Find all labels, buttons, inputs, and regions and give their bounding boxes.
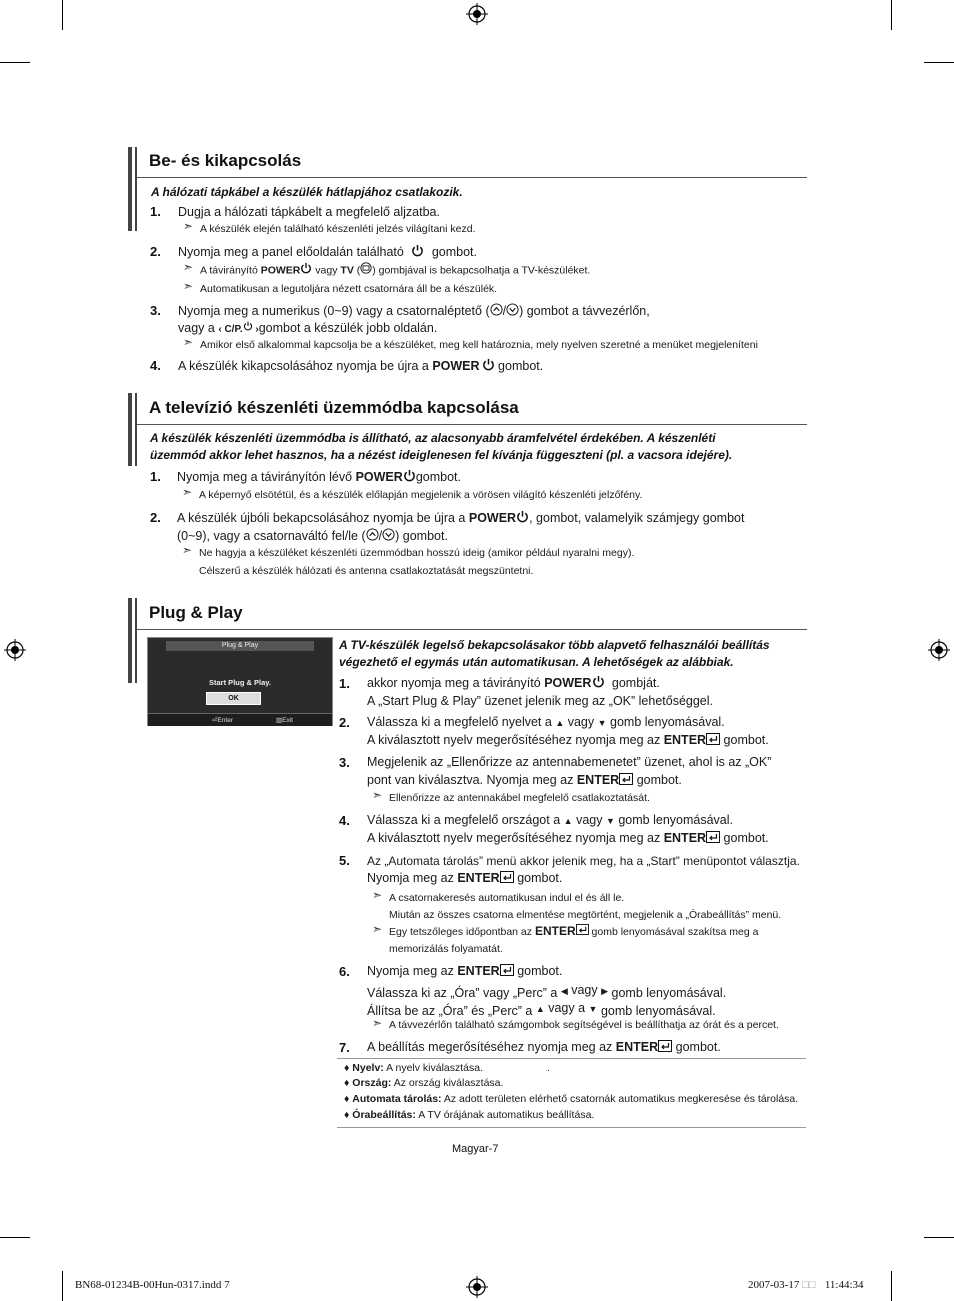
plug-and-play-osd (147, 637, 333, 726)
step-text-part: Válassza ki a megfelelő nyelvet a (367, 715, 552, 729)
note-arrow-icon: ➣ (183, 335, 194, 349)
enter-icon (576, 924, 589, 940)
section-intro: A hálózati tápkábel a készülék hátlapjához csatlakozik. (151, 185, 463, 199)
step-number: 1. (150, 469, 161, 484)
step-number: 5. (339, 853, 350, 868)
cp-label: C/P. (224, 324, 243, 335)
step-text-part: Válassza ki az „Óra” vagy „Perc” a (367, 986, 558, 1000)
crop-mark (0, 62, 30, 63)
step-number: 3. (339, 755, 350, 770)
note-part: gomb lenyomásával szakítsa meg a (591, 926, 759, 938)
enter-icon (706, 830, 720, 848)
step-text-part: gomb lenyomásával. (610, 715, 725, 729)
step-text-part: vagy (571, 983, 598, 997)
power-icon (243, 320, 253, 338)
enter-icon (658, 1039, 672, 1057)
note-text: A csatornakeresés automatikusan indul el és áll le. (389, 892, 625, 904)
section-bar (135, 598, 137, 683)
enter-icon (706, 732, 720, 750)
section-rule (137, 424, 807, 425)
step-number: 3. (150, 303, 161, 318)
down-arrow-icon: ▼ (588, 1004, 598, 1014)
up-arrow-icon: ▲ (563, 816, 573, 826)
note-text: Ellenőrizze az antennakábel megfelelő csatlakoztatását. (389, 792, 650, 804)
note-arrow-icon: ➣ (372, 788, 383, 802)
power-icon (403, 469, 416, 487)
section-bar (128, 393, 132, 466)
crop-mark (924, 1237, 954, 1238)
step-number: 2. (150, 244, 161, 259)
step-text-part: Nyomja meg a panel előoldalán található (178, 245, 404, 259)
power-icon (516, 510, 529, 528)
step-text (367, 771, 682, 790)
slug-file: BN68-01234B-00Hun-0317.indd 7 (75, 1279, 230, 1291)
note-part: Egy tetszőleges időpontban az (389, 926, 533, 938)
tv-key-label: TV (340, 264, 354, 277)
note-arrow-icon: ➣ (372, 922, 383, 936)
note-part: gombjával is bekapcsolhatja a TV-készüléket. (378, 264, 591, 277)
slug-glyph: □□ (802, 1279, 816, 1291)
step-text-part: Nyomja meg az (367, 964, 454, 978)
step-text-part: vagy a (178, 321, 215, 335)
step-text-part: gombot. (517, 871, 563, 885)
osd-prompt: Start Plug & Play. (209, 678, 271, 687)
step-text (367, 962, 562, 981)
step-text-part: Állítsa be az „Óra” és „Perc” a (367, 1004, 533, 1018)
osd-exit-label: Exit (282, 717, 293, 724)
note-text: Miután az összes csatorna elmentése megtörtént, megjelenik a „Órabeállítás” menü. (389, 909, 782, 921)
step-text-part: A beállítás megerősítéséhez nyomja meg az (367, 1040, 613, 1054)
osd-exit-hint: ▥Exit (276, 717, 293, 724)
step-text (178, 243, 477, 262)
info-label: Nyelv: (352, 1062, 384, 1074)
crop-mark (924, 62, 954, 63)
enter-key-label: ENTER (615, 1040, 659, 1054)
step-text (367, 829, 769, 848)
registration-mark-icon (466, 3, 488, 25)
step-text (367, 713, 725, 732)
right-arrow-icon: ▶ (601, 986, 609, 996)
up-arrow-icon: ▲ (555, 718, 565, 728)
note-arrow-icon: ➣ (182, 543, 193, 557)
step-text-part: pont van kiválasztva. Nyomja meg az (367, 773, 574, 787)
enter-icon (500, 963, 514, 981)
power-key-label: POWER (260, 264, 301, 277)
step-text-part: vagy (567, 715, 595, 729)
note-text: A távvezérlőn található számgombok segítségével is beállíthatja az órát és a percet. (389, 1019, 779, 1031)
step-text: Megjelenik az „Ellenőrizze az antennabemenetet” üzenet, ahol is az „OK” (367, 755, 772, 769)
step-text-part: gombját. (611, 676, 660, 690)
enter-key-label: ENTER (534, 924, 576, 938)
step-text (177, 468, 461, 487)
step-text: Az „Automata tárolás” menü akkor jelenik meg, ha a „Start” menüpontot választja. (367, 854, 800, 868)
step-number: 2. (339, 715, 350, 730)
osd-header: Plug & Play (166, 641, 314, 651)
section-title-power: Be- és kikapcsolás (149, 151, 302, 170)
step-text-part: A készülék újbóli bekapcsolásához nyomja be újra a (177, 511, 466, 525)
enter-key-label: ENTER (457, 871, 500, 885)
step-text-part: vagy a (548, 1001, 586, 1015)
step-text-part: vagy (576, 813, 603, 827)
power-icon (482, 358, 495, 376)
power-key-label: POWER (432, 359, 480, 373)
enter-key-label: ENTER (576, 773, 620, 787)
info-tail: . (547, 1062, 550, 1074)
enter-key-label: ENTER (663, 733, 707, 747)
osd-enter-label: Enter (217, 717, 233, 724)
crop-mark (62, 1271, 63, 1301)
power-key-label: POWER (355, 470, 403, 484)
osd-ok-button[interactable]: OK (206, 692, 261, 705)
info-text: Az ország kiválasztása. (393, 1077, 504, 1089)
registration-mark-icon (4, 639, 26, 661)
step-text-part: gomb lenyomásával. (611, 986, 727, 1000)
note-text: A távirányító POWER vagy TV ( ) gombjával is bekapcsolhatja a TV-készüléket. (200, 262, 590, 279)
section-title-standby: A televízió készenléti üzemmódba kapcsolása (149, 398, 519, 417)
step-text (367, 869, 562, 888)
power-icon (300, 262, 312, 279)
slug-time: 11:44:34 (824, 1279, 864, 1291)
step-text-part: ) gombot. (395, 529, 448, 543)
section-intro: A TV-készülék legelső bekapcsolásakor több alapvető felhasználói beállítás (339, 638, 770, 652)
info-label: Automata tárolás: (352, 1093, 442, 1105)
note-text: Ne hagyja a készüléket készenléti üzemmódban hosszú ideig (amikor például nyaralni megy). (199, 547, 635, 559)
down-arrow-icon: ▼ (597, 718, 607, 728)
enter-key-label: ENTER (663, 831, 707, 845)
note-text: memorizálás folyamatát. (389, 943, 503, 955)
step-text-part: Nyomja meg az (367, 871, 454, 885)
tv-icon (360, 262, 372, 279)
step-text-part: Nyomja meg a távirányítón lévő (177, 470, 353, 484)
enter-icon (619, 772, 633, 790)
section-bar (128, 598, 132, 683)
up-arrow-icon: ▲ (535, 1004, 545, 1014)
step-text (367, 811, 733, 830)
crop-mark (891, 0, 892, 30)
section-bar (135, 393, 137, 466)
note-text: Célszerű a készülék hálózati és antenna csatlakoztatását megszüntetni. (199, 565, 534, 577)
section-rule (137, 629, 807, 630)
power-key-label: POWER (544, 676, 592, 690)
step-text-part: gombot. (431, 245, 477, 259)
power-key-label: POWER (468, 511, 517, 525)
step-text (177, 509, 744, 528)
step-number: 6. (339, 964, 350, 979)
step-text: Dugja a hálózati tápkábelt a megfelelő aljzatba. (178, 205, 440, 219)
note-text: A készülék elején található készenléti jelzés világítani kezd. (200, 223, 476, 235)
step-number: 4. (150, 358, 161, 373)
step-text-part: (0~9), vagy a csatornaváltó fel/le ( (177, 529, 366, 543)
step-text-part: gomb lenyomásával. (618, 813, 734, 827)
step-text-part: gomb lenyomásával. (600, 1004, 716, 1018)
step-text-part: akkor nyomja meg a távirányító (367, 676, 541, 690)
note-text: Amikor első alkalommal kapcsolja be a készüléket, meg kell határoznia, mely nyelven szeretné a menüket megjeleníteni (200, 339, 758, 351)
info-item: ♦ Ország: Az ország kiválasztása. (344, 1077, 504, 1089)
section-intro: A készülék készenléti üzemmódba is állítható, az alacsonyabb áramfelvétel érdekében. A készenléti (150, 431, 716, 445)
info-text: Az adott területen elérhető csatornák automatikus megkeresése és tárolása. (443, 1093, 799, 1105)
step-text-part: gombot. (723, 733, 769, 747)
step-text (367, 674, 660, 693)
down-arrow-icon: ▼ (605, 816, 615, 826)
step-number: 4. (339, 813, 350, 828)
info-label: Órabeállítás: (352, 1109, 416, 1121)
step-text-part: gombot. (517, 964, 563, 978)
step-text-part: A kiválasztott nyelv megerősítéséhez nyomja meg az (367, 733, 661, 747)
step-text: A „Start Plug & Play” üzenet jelenik meg az „OK” lehetőséggel. (367, 694, 714, 708)
step-number: 7. (339, 1040, 350, 1055)
step-text-part: , gombot, valamelyik számjegy gombot (529, 511, 745, 525)
step-text (178, 319, 437, 339)
step-number: 1. (339, 676, 350, 691)
note-text: Automatikusan a legutoljára nézett csatornára áll be a készülék. (200, 283, 498, 295)
step-text-part: Válassza ki a megfelelő országot a (367, 813, 561, 827)
info-item: ♦ Automata tárolás: Az adott területen elérhető csatornák automatikus megkeresése és tárolása. (344, 1093, 799, 1105)
channel-down-icon (506, 303, 519, 321)
crop-mark (0, 1237, 30, 1238)
crop-mark (891, 1271, 892, 1301)
step-text (367, 1038, 721, 1057)
info-text: A nyelv kiválasztása. (386, 1062, 484, 1074)
step-text-part: gombot. (498, 359, 544, 373)
step-text (367, 731, 769, 750)
step-text: (0~9), vagy a csatornaváltó fel/le ( / ) gombot. (177, 527, 448, 546)
note-arrow-icon: ➣ (183, 219, 194, 233)
channel-up-icon (366, 528, 379, 546)
crop-mark (62, 0, 63, 30)
step-text-part: gombot. (636, 773, 682, 787)
step-number: 1. (150, 204, 161, 219)
section-title-plugplay: Plug & Play (149, 603, 243, 622)
note-text (389, 923, 758, 940)
note-arrow-icon: ➣ (372, 1016, 383, 1030)
power-icon (592, 675, 605, 693)
section-intro: üzemmód akkor lehet hasznos, ha a nézést ideiglenesen fel kívánja függeszteni (pl. a vacsora idejére). (150, 448, 733, 462)
note-part: A távirányító (200, 264, 258, 277)
step-text-part: gombot. (723, 831, 769, 845)
note-arrow-icon: ➣ (182, 485, 193, 499)
info-label: Ország: (352, 1077, 392, 1089)
osd-enter-hint: ⏎Enter (212, 717, 233, 724)
note-arrow-icon: ➣ (183, 279, 194, 293)
note-part: vagy (315, 264, 338, 277)
section-bar (135, 147, 137, 231)
info-item: ♦ Órabeállítás: A TV órájának automatikus beállítása. (344, 1109, 595, 1121)
info-text: A TV órájának automatikus beállítása. (418, 1109, 595, 1121)
step-text-part: A készülék kikapcsolásához nyomja be újra a (178, 359, 429, 373)
cp-button-label: ‹ C/P. › (218, 324, 258, 335)
channel-up-icon (490, 303, 503, 321)
channel-down-icon (382, 528, 395, 546)
slug-datetime (748, 1279, 864, 1291)
left-arrow-icon: ◀ (560, 986, 568, 996)
step-text: Nyomja meg a numerikus (0~9) vagy a csatornaléptető ( / ) gombot a távvezérlőn, (178, 302, 650, 321)
registration-mark-icon (466, 1276, 488, 1298)
step-text-part: Nyomja meg a numerikus (0~9) vagy a csatornaléptető ( (178, 304, 490, 318)
section-bar (128, 147, 132, 231)
step-text-part: gombot a készülék jobb oldalán. (258, 321, 438, 335)
info-item: ♦ Nyelv: A nyelv kiválasztása. . (344, 1062, 550, 1074)
note-text: A képernyő elsötétül, és a készülék előlapján megjelenik a vörösen világító készenléti jelzőfény. (199, 489, 643, 501)
osd-footer (148, 713, 332, 726)
step-text (178, 357, 543, 376)
step-number: 2. (150, 510, 161, 525)
slug-date: 2007-03-17 (748, 1279, 800, 1291)
enter-key-label: ENTER (457, 964, 500, 978)
page-number: Magyar-7 (452, 1143, 499, 1155)
step-text-part: gombot. (675, 1040, 721, 1054)
step-text-part: gombot. (415, 470, 461, 484)
step-text-part: ) gombot a távvezérlőn, (519, 304, 650, 318)
step-text-part: A kiválasztott nyelv megerősítéséhez nyomja meg az (367, 831, 661, 845)
enter-icon (500, 870, 514, 888)
section-rule (137, 177, 807, 178)
note-arrow-icon: ➣ (372, 888, 383, 902)
power-icon (411, 244, 424, 262)
section-intro: végezhető el egymás után automatikusan. A lehetőségek az alábbiak. (339, 655, 734, 669)
registration-mark-icon (928, 639, 950, 661)
note-arrow-icon: ➣ (183, 260, 194, 274)
